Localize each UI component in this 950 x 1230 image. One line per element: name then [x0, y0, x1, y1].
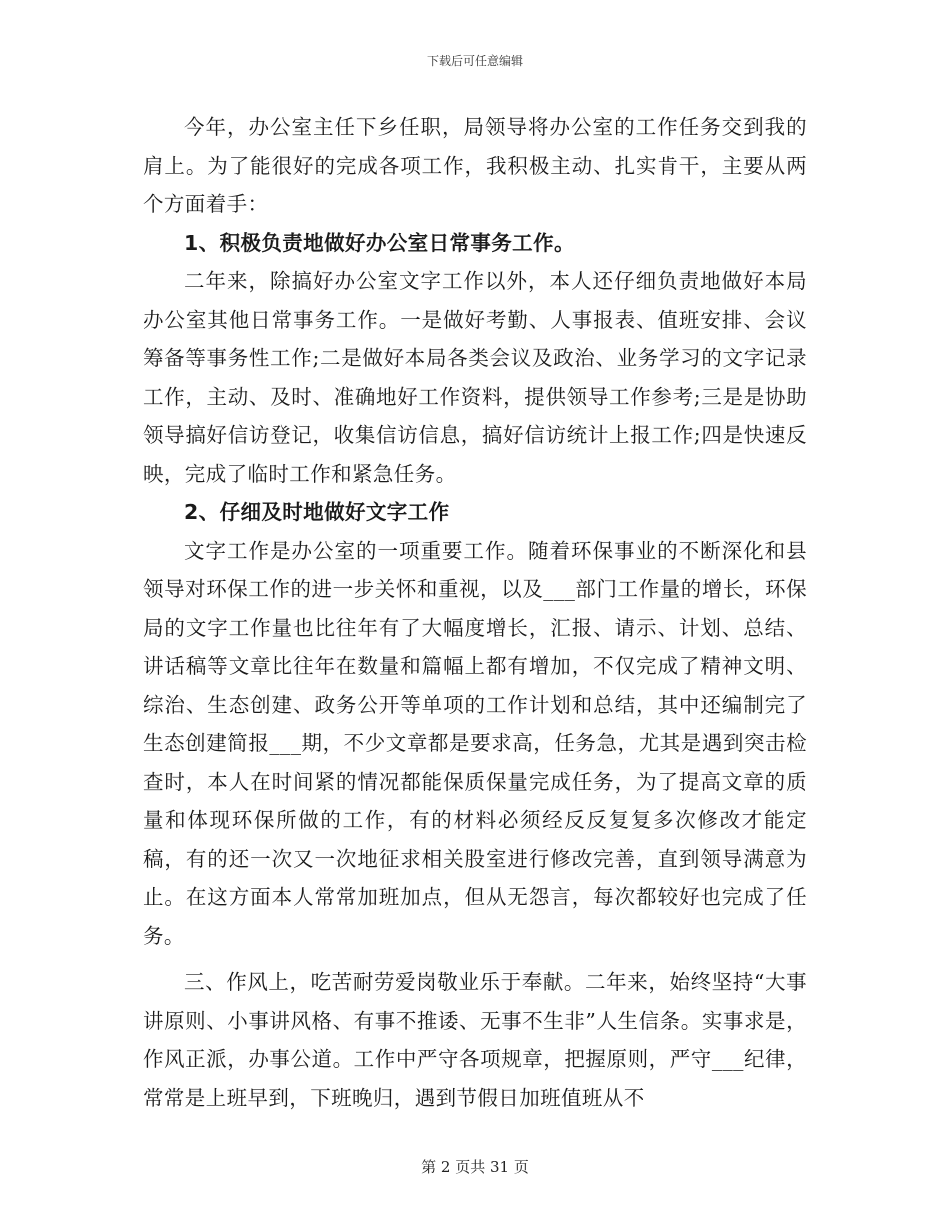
paragraph-work-style: 三、作风上，吃苦耐劳爱岗敬业乐于奉献。二年来，始终坚持“大事讲原则、小事讲风格、有事不推诿、无事不生非”人生信条。实事求是，作风正派，办事公道。工作中严守各项规章，把握原则，严守___纪律，常常是上班早到，下班晚归，遇到节假日加班值班从不: [143, 970, 807, 1110]
section-heading-2: 2、仔细及时地做好文字工作: [184, 500, 450, 524]
section-heading-1: 1、积极负责地做好办公室日常事务工作。: [184, 230, 575, 255]
document-body: [143, 108, 807, 1117]
page-header: 下载后可任意编辑: [426, 54, 523, 68]
page-number: 第 2 页共 31 页: [421, 1158, 529, 1176]
intro-paragraph: 今年，办公室主任下乡任职，局领导将办公室的工作任务交到我的肩上。为了能很好的完成各项工作，我积极主动、扎实肯干，主要从两个方面着手：: [143, 115, 807, 216]
paragraph-writing-work: 文字工作是办公室的一项重要工作。随着环保事业的不断深化和县领导对环保工作的进一步关怀和重视，以及___部门工作量的增长，环保局的文字工作量也比往年有了大幅度增长，汇报、请示、计划、总结、讲话稿等文章比往年在数量和篇幅上都有增加，不仅完成了精神文明、综治、生态创建、政务公开等单项的工作计划和总结，其中还编制完了生态创建简报___期，不少文章都是要求高，任务急，尤其是遇到突击检查时，本人在时间紧的情况都能保质保量完成任务，为了提高文章的质量和体现环保所做的工作，有的材料必须经反反复复多次修改才能定稿，有的还一次又一次地征求相关股室进行修改完善，直到领导满意为止。在这方面本人常常加班加点，但从无怨言，每次都较好也完成了任务。: [143, 538, 807, 948]
paragraph-daily-affairs: 二年来，除搞好办公室文字工作以外，本人还仔细负责地做好本局办公室其他日常事务工作。一是做好考勤、人事报表、值班安排、会议筹备等事务性工作;二是做好本局各类会议及政治、业务学习的文字记录工作，主动、及时、准确地好工作资料，提供领导工作参考;三是是协助领导搞好信访登记，收集信访信息，搞好信访统计上报工作;四是快速反映，完成了临时工作和紧急任务。: [143, 269, 807, 486]
